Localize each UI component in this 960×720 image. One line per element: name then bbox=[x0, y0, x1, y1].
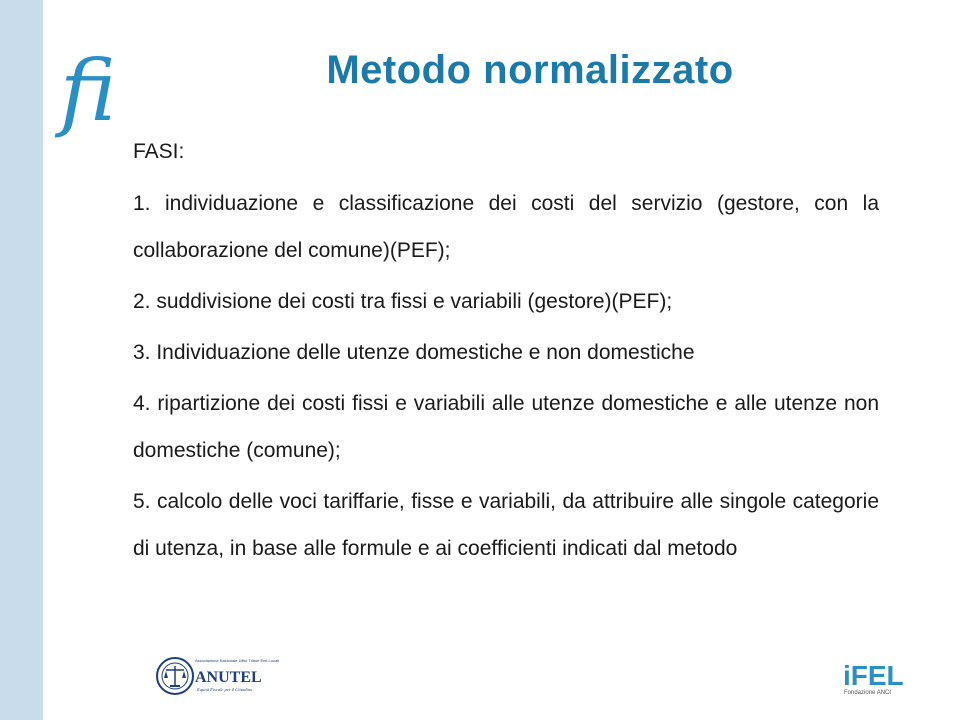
slide-content bbox=[133, 138, 879, 576]
step-5: 5. calcolo delle voci tariffarie, fisse e variabili, da attribuire alle singole categorie di utenza, in base alle formule e ai coefficienti indicati dal metodo bbox=[133, 490, 879, 560]
step-1: 1. individuazione e classificazione dei costi del servizio (gestore, con la collaborazione del comune)(PEF); bbox=[133, 192, 879, 262]
step-2: 2. suddivisione dei costi tra fissi e variabili (gestore)(PEF); bbox=[133, 290, 673, 313]
fi-logo-icon bbox=[58, 40, 132, 138]
step-4: 4. ripartizione dei costi fissi e variabili alle utenze domestiche e alle utenze non domestiche (comune); bbox=[133, 392, 879, 462]
svg-text:Fondazione ANCI: Fondazione ANCI bbox=[844, 690, 892, 696]
svg-text:ANUTEL: ANUTEL bbox=[195, 669, 262, 686]
fasi-heading: FASI: bbox=[133, 140, 185, 163]
svg-text:Associazione Nazionale Uffici: Associazione Nazionale Uffici Tributi Enti Locali bbox=[195, 658, 279, 663]
page-title: Metodo normalizzato bbox=[326, 48, 734, 92]
step-3: 3. Individuazione delle utenze domestiche e non domestiche bbox=[133, 341, 695, 364]
svg-text:iFEL: iFEL bbox=[843, 660, 904, 691]
anutel-logo bbox=[155, 654, 279, 698]
svg-text:fi: fi bbox=[60, 42, 117, 140]
ifel-logo bbox=[842, 655, 906, 697]
svg-text:Equità Fiscale per il Cittadin: Equità Fiscale per il Cittadino bbox=[197, 687, 253, 692]
side-band bbox=[0, 0, 43, 720]
